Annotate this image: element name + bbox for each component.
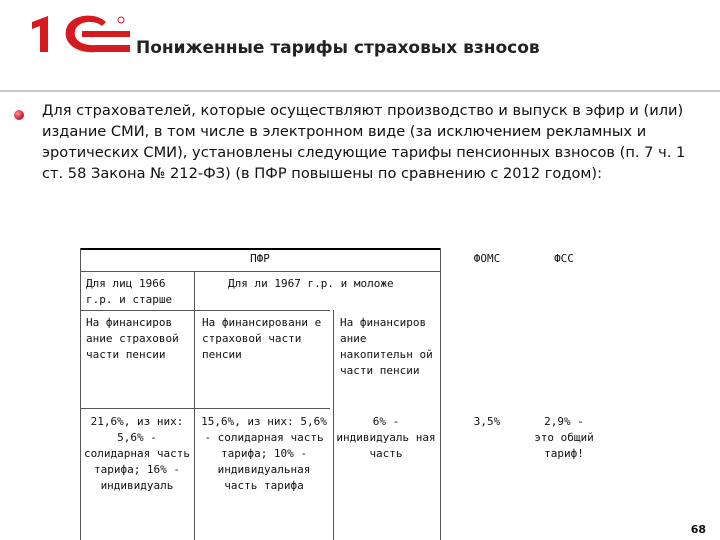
- table-line: [80, 271, 440, 272]
- page-number: 68: [690, 523, 706, 536]
- part-insurance-older: На финансиров ание страховой части пенсии: [86, 316, 179, 361]
- value-younger: 15,6%, из них: 5,6% - солидарная часть тарифа; 10% - индивидуальная часть тарифа: [201, 415, 327, 492]
- table-top-border: [80, 248, 440, 250]
- table-line: [333, 310, 334, 540]
- header-pfr: ПФР: [250, 252, 270, 265]
- table-line: [194, 271, 195, 540]
- subheader-younger: Для ли 1967 г.р. и моложе: [228, 277, 394, 290]
- table-line: [80, 248, 81, 540]
- header-fss: ФСС: [554, 252, 574, 265]
- 1c-logo: [26, 14, 138, 54]
- part-insurance-younger: На финансировани е страховой части пенсии: [202, 316, 322, 361]
- value-older: 21,6%, из них: 5,6% - солидарная часть тарифа; 16% - индивидуаль: [84, 415, 190, 492]
- table-line: [80, 408, 330, 409]
- intro-paragraph: Для страхователей, которые осуществляют производство и выпуск в эфир и (или) издание СМИ, в том числе в электронном виде (за исключением рекламных и эротических СМИ), установлены следующие тарифы пенсионных взносов (п. 7 ч. 1 ст. 58 Закона № 212-ФЗ) (в ПФР повышены по сравнению с 2012 годом):: [42, 102, 686, 182]
- subheader-older: Для лиц 1966 г.р. и старше: [86, 277, 173, 306]
- table-line: [440, 248, 441, 540]
- page-title: Пониженные тарифы страховых взносов: [136, 38, 540, 58]
- value-funded: 6% - индивидуаль ная часть: [336, 415, 436, 460]
- value-fss: 2,9% - это общий тариф!: [534, 415, 594, 460]
- table-line: [80, 310, 330, 311]
- header-foms: ФОМС: [473, 252, 501, 265]
- part-funded: На финансиров ание накопительн ой части пенсии: [340, 316, 433, 377]
- value-foms: 3,5%: [473, 415, 501, 428]
- header-divider: [0, 90, 720, 92]
- bullet-icon: [14, 110, 24, 120]
